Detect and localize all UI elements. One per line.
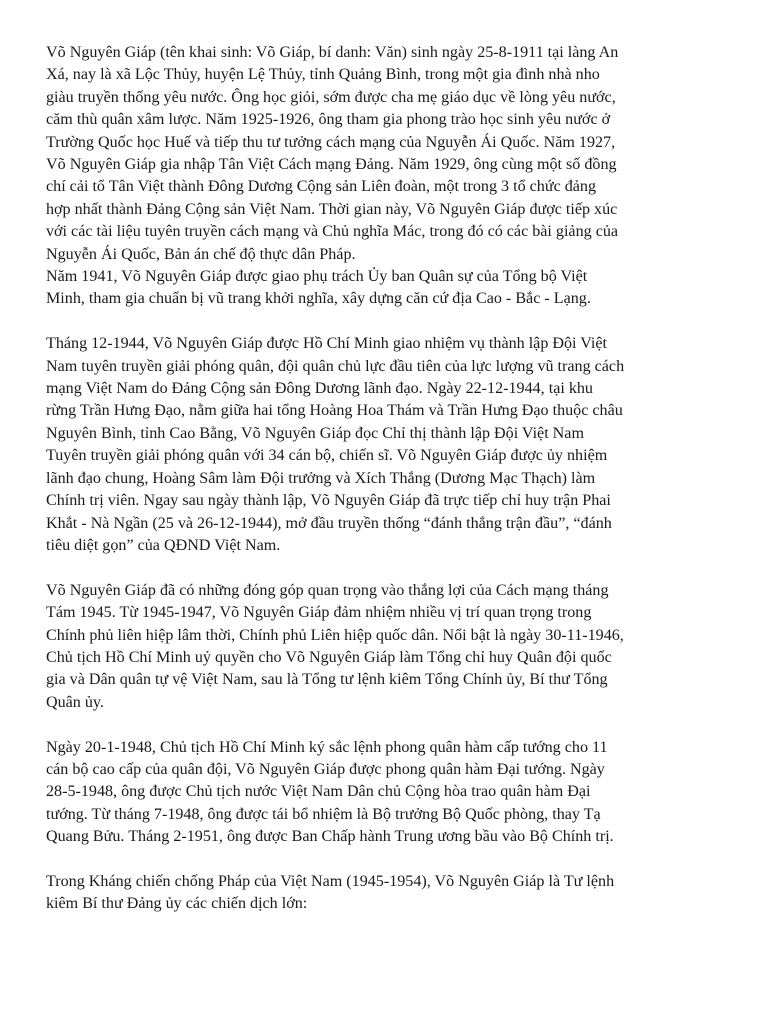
text-line: với các tài liệu tuyên truyền cách mạng và Chủ nghĩa Mác, trong đó có các bài giảng của xyxy=(46,223,619,241)
text-line: Quân ủy. xyxy=(46,693,104,711)
text-line: Chính trị viên. Ngay sau ngày thành lập, Võ Nguyên Giáp đã trực tiếp chỉ huy trận Phai xyxy=(46,492,611,510)
text-line: Minh, tham gia chuẩn bị vũ trang khởi nghĩa, xây dựng căn cứ địa Cao - Bắc - Lạng. xyxy=(46,290,591,308)
text-line: Năm 1941, Võ Nguyên Giáp được giao phụ trách Ủy ban Quân sự của Tổng bộ Việt xyxy=(46,268,588,286)
text-line: tiêu diệt gọn” của QĐND Việt Nam. xyxy=(46,536,281,554)
paragraph-gap xyxy=(46,311,736,333)
text-line: Nguyễn Ái Quốc, Bản án chế độ thực dân Pháp. xyxy=(46,245,356,263)
paragraph-1945 xyxy=(46,580,736,714)
text-line: Nguyên Bình, tỉnh Cao Bằng, Võ Nguyên Giáp đọc Chỉ thị thành lập Đội Việt Nam xyxy=(46,424,584,442)
text-line: hợp nhất thành Đảng Cộng sản Việt Nam. Thời gian này, Võ Nguyên Giáp được tiếp xúc xyxy=(46,200,618,218)
text-line: Tám 1945. Từ 1945-1947, Võ Nguyên Giáp đảm nhiệm nhiều vị trí quan trọng trong xyxy=(46,604,592,622)
paragraph-resistance-war xyxy=(46,871,736,916)
paragraph-1941 xyxy=(46,266,736,311)
text-line: Ngày 20-1-1948, Chủ tịch Hồ Chí Minh ký sắc lệnh phong quân hàm cấp tướng cho 11 xyxy=(46,738,608,756)
text-line: tướng. Từ tháng 7-1948, ông được tái bổ nhiệm là Bộ trưởng Bộ Quốc phòng, thay Tạ xyxy=(46,805,601,823)
text-line: Chủ tịch Hồ Chí Minh uỷ quyền cho Võ Nguyên Giáp làm Tổng chỉ huy Quân đội quốc xyxy=(46,648,612,666)
text-line: Võ Nguyên Giáp gia nhập Tân Việt Cách mạng Đảng. Năm 1929, ông cùng một số đồng xyxy=(46,156,617,174)
text-line: giàu truyền thống yêu nước. Ông học giỏi, sớm được cha mẹ giáo dục về lòng yêu nước, xyxy=(46,88,616,106)
text-line: gia và Dân quân tự vệ Việt Nam, sau là Tổng tư lệnh kiêm Tổng Chính ủy, Bí thư Tổng xyxy=(46,671,608,689)
text-line: Chính phủ liên hiệp lâm thời, Chính phủ Liên hiệp quốc dân. Nổi bật là ngày 30-11-1946, xyxy=(46,626,624,644)
text-line: mạng Việt Nam do Đảng Cộng sản Đông Dương lãnh đạo. Ngày 22-12-1944, tại khu xyxy=(46,380,593,398)
paragraph-1948 xyxy=(46,737,736,849)
text-line: Xá, nay là xã Lộc Thủy, huyện Lệ Thủy, tỉnh Quảng Bình, trong một gia đình nhà nho xyxy=(46,66,600,84)
text-line: Khắt - Nà Ngần (25 và 26-12-1944), mở đầu truyền thống “đánh thắng trận đầu”, “đánh xyxy=(46,514,612,532)
text-line: Võ Nguyên Giáp đã có những đóng góp quan trọng vào thắng lợi của Cách mạng tháng xyxy=(46,581,609,599)
text-line: Trường Quốc học Huế và tiếp thu tư tưởng cách mạng của Nguyễn Ái Quốc. Năm 1927, xyxy=(46,133,616,151)
text-line: Trong Kháng chiến chống Pháp của Việt Nam (1945-1954), Võ Nguyên Giáp là Tư lệnh xyxy=(46,872,615,890)
text-line: Tháng 12-1944, Võ Nguyên Giáp được Hồ Chí Minh giao nhiệm vụ thành lập Đội Việt xyxy=(46,335,608,353)
text-line: căm thù quân xâm lược. Năm 1925-1926, ông tham gia phong trào học sinh yêu nước ở xyxy=(46,111,611,129)
text-line: rừng Trần Hưng Đạo, nằm giữa hai tổng Hoàng Hoa Thám và Trần Hưng Đạo thuộc châu xyxy=(46,402,623,420)
text-line: cán bộ cao cấp của quân đội, Võ Nguyên Giáp được phong quân hàm Đại tướng. Ngày xyxy=(46,760,605,778)
paragraph-gap xyxy=(46,714,736,736)
text-line: kiêm Bí thư Đảng ủy các chiến dịch lớn: xyxy=(46,895,308,913)
paragraph-early-life xyxy=(46,42,736,266)
document-page xyxy=(46,42,736,916)
paragraph-gap xyxy=(46,849,736,871)
text-line: Tuyên truyền giải phóng quân với 34 cán bộ, chiến sĩ. Võ Nguyên Giáp được ủy nhiệm xyxy=(46,447,608,465)
text-line: Võ Nguyên Giáp (tên khai sinh: Võ Giáp, bí danh: Văn) sinh ngày 25-8-1911 tại làng An xyxy=(46,44,619,61)
text-line: 28-5-1948, ông được Chủ tịch nước Việt Nam Dân chủ Cộng hòa trao quân hàm Đại xyxy=(46,783,591,801)
text-line: Nam tuyên truyền giải phóng quân, đội quân chủ lực đầu tiên của lực lượng vũ trang cách xyxy=(46,357,625,375)
text-line: chí cải tổ Tân Việt thành Đông Dương Cộng sản Liên đoàn, một trong 3 tổ chức đảng xyxy=(46,178,597,196)
paragraph-1944 xyxy=(46,333,736,557)
text-line: Quang Bửu. Tháng 2-1951, ông được Ban Chấp hành Trung ương bầu vào Bộ Chính trị. xyxy=(46,828,614,846)
text-line: lãnh đạo chung, Hoàng Sâm làm Đội trưởng và Xích Thắng (Dương Mạc Thạch) làm xyxy=(46,469,596,487)
paragraph-gap xyxy=(46,557,736,579)
